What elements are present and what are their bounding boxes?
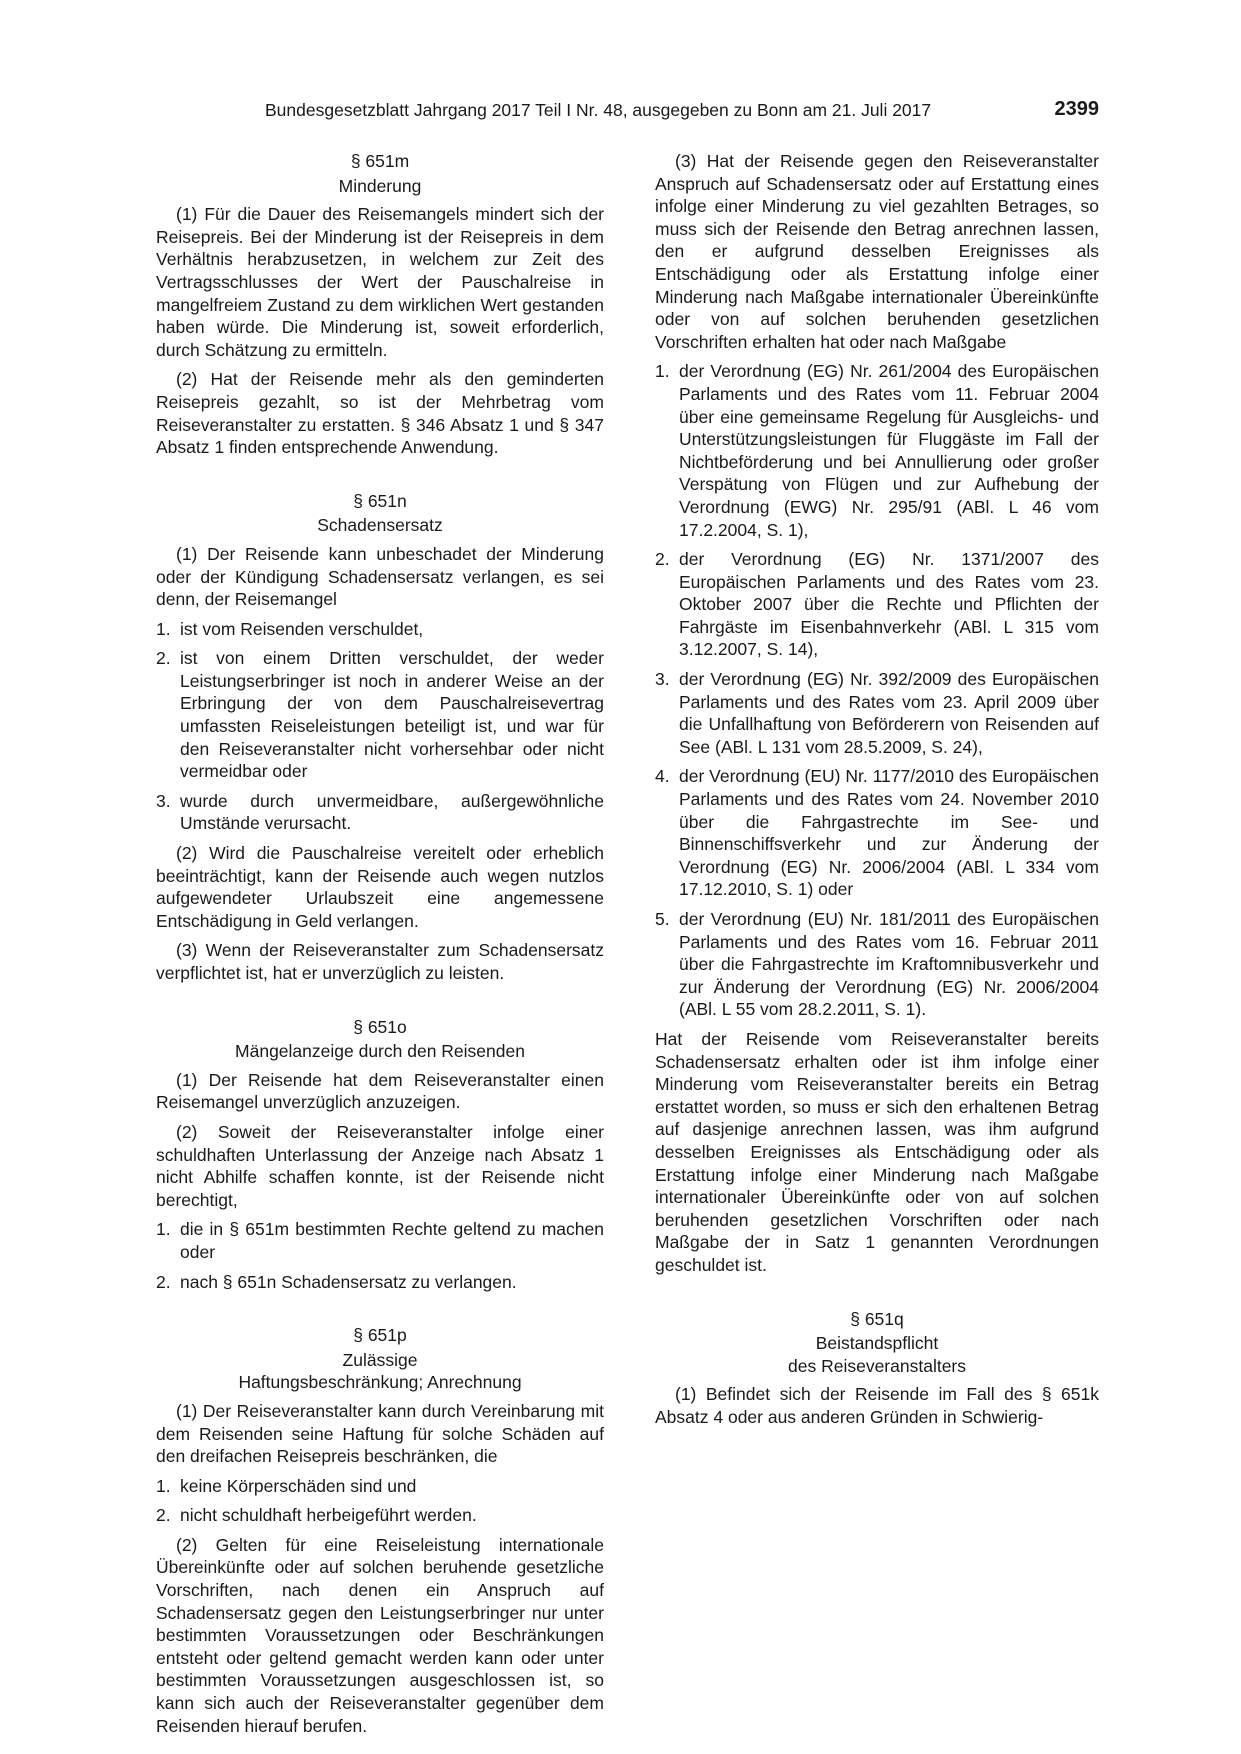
section-651o-number: § 651o bbox=[353, 1016, 407, 1037]
list-item-number: 3. bbox=[156, 790, 171, 811]
list-item bbox=[156, 1504, 604, 1527]
section-651o-list bbox=[156, 1218, 604, 1293]
section-651p-para-2: (2) Gelten für eine Reiseleistung internationale Übereinkünfte oder auf solchen beruhende gesetzliche Vorschriften, nach denen ein Anspruch auf Schadensersatz gegen den Leistungserbringer nur unter bestimmten Voraussetzungen oder Beschränkungen entsteht oder geltend gemacht werden kann oder unter bestimmten Voraussetzungen ausgeschlossen ist, so kann sich auch der Reiseveranstalter gegenüber dem Reisenden hierauf berufen. bbox=[156, 1534, 604, 1736]
section-651q-number: § 651q bbox=[850, 1308, 904, 1329]
list-item-text: keine Körperschäden sind und bbox=[180, 1475, 417, 1496]
list-item-number: 1. bbox=[156, 1219, 171, 1240]
list-item-text: der Verordnung (EU) Nr. 1177/2010 des Europäischen Parlaments und des Rates vom 24. November 2010 über die Fahrgastrechte im See- und Binnenschiffsverkehr und zur Änderung der Verordnung (EG) Nr. 2006/2004 (ABl. L 334 vom 17.12.2010, S. 1) oder bbox=[679, 766, 1099, 900]
section-651p-regulation-list bbox=[655, 360, 1099, 1021]
list-item bbox=[655, 668, 1099, 758]
list-item bbox=[655, 908, 1099, 1021]
section-651o-title: Mängelanzeige durch den Reisenden bbox=[235, 1041, 525, 1062]
section-651p-title-line-1: Zulässige bbox=[342, 1349, 418, 1370]
list-item-number: 2. bbox=[156, 1505, 171, 1526]
list-item-text: wurde durch unvermeidbare, außergewöhnliche Umstände verursacht. bbox=[180, 790, 604, 834]
section-651m-number: § 651m bbox=[350, 151, 410, 171]
section-651n-para-1: (1) Der Reisende kann unbeschadet der Minderung oder der Kündigung Schadensersatz verlangen, es sei denn, der Reisemangel bbox=[156, 543, 604, 610]
list-item-text: ist von einem Dritten verschuldet, der weder Leistungserbringer ist noch in anderer Weise an der Erbringung der von dem Pauschalreisevertrag umfassten Reiseleistungen beteiligt ist, und war für den Reiseveranstalter nicht vorhersehbar oder nicht vermeidbar oder bbox=[180, 648, 604, 782]
section-651p-para-3: (3) Hat der Reisende gegen den Reiseveranstalter Anspruch auf Schadensersatz oder auf Erstattung eines infolge einer Minderung zu viel gezahlten Betrages, so muss sich der Reisende den Betrag anrechnen lassen, den er aufgrund desselben Ereignisses als Entschädigung oder als Erstattung infolge einer Minderung nach Maßgabe internationaler Übereinkünfte oder von auf solchen beruhenden gesetzlichen Vorschriften erhalten hat oder nach Maßgabe bbox=[655, 151, 1099, 352]
list-item bbox=[655, 765, 1099, 901]
list-item bbox=[156, 790, 604, 835]
page-number: 2399 bbox=[1054, 98, 1099, 120]
list-item bbox=[655, 360, 1099, 541]
list-item-number: 3. bbox=[655, 669, 670, 690]
list-item-number: 1. bbox=[655, 361, 670, 382]
section-651n-list bbox=[156, 618, 604, 835]
section-651q-title-line-2: des Reiseveranstalters bbox=[788, 1355, 966, 1376]
list-item-text: nicht schuldhaft herbeigeführt werden. bbox=[180, 1505, 477, 1526]
list-item-text: die in § 651m bestimmten Rechte geltend zu machen oder bbox=[180, 1219, 604, 1262]
page-header bbox=[155, 100, 1099, 126]
header-text: Bundesgesetzblatt Jahrgang 2017 Teil I Nr. 48, ausgegeben zu Bonn am 21. Juli 2017 bbox=[265, 100, 932, 120]
section-651o-para-1: (1) Der Reisende hat dem Reiseveranstalter einen Reisemangel unverzüglich anzuzeigen. bbox=[156, 1069, 604, 1113]
section-651m-para-1: (1) Für die Dauer des Reisemangels mindert sich der Reisepreis. Bei der Minderung ist der Reisepreis in dem Verhältnis herabzusetzen, in welchem zur Zeit des Vertragsschlusses der Wert der Pauschalreise in mangelfreiem Zustand zu dem wirklichen Wert gestanden haben würde. Die Minderung ist, soweit erforderlich, durch Schätzung zu ermitteln. bbox=[156, 204, 604, 360]
list-item-number: 2. bbox=[156, 1271, 171, 1292]
list-item bbox=[156, 1475, 604, 1498]
list-item-number: 1. bbox=[156, 1475, 171, 1496]
section-651m-para-2: (2) Hat der Reisende mehr als den geminderten Reisepreis gezahlt, so ist der Mehrbetrag vom Reiseveranstalter zu erstatten. § 346 Absatz 1 und § 347 Absatz 1 finden entsprechende Anwendung. bbox=[156, 369, 604, 458]
list-item-text: der Verordnung (EU) Nr. 181/2011 des Europäischen Parlaments und des Rates vom 16. Februar 2011 über die Fahrgastrechte im Kraftomnibusverkehr und zur Änderung der Verordnung (EG) Nr. 2006/2004 (ABl. L 55 vom 28.2.2011, S. 1). bbox=[679, 909, 1099, 1020]
section-651n-para-3: (3) Wenn der Reiseveranstalter zum Schadensersatz verpflichtet ist, hat er unverzüglich zu leisten. bbox=[156, 940, 604, 983]
section-651p-para-4: Hat der Reisende vom Reiseveranstalter bereits Schadensersatz erhalten oder ist ihm infolge einer Minderung vom Reiseveranstalter bereits ein Betrag erstattet worden, so muss er sich den erhaltenen Betrag auf dasjenige anrechnen lassen, was ihm aufgrund desselben Ereignisses als Entschädigung oder als Erstattung infolge einer Minderung nach Maßgabe internationaler Übereinkünfte oder von auf solchen beruhenden gesetzlichen Vorschriften oder nach Maßgabe der in Satz 1 genannten Verordnungen geschuldet ist. bbox=[655, 1028, 1099, 1275]
section-651p-list-1 bbox=[156, 1475, 604, 1527]
list-item-number: 5. bbox=[655, 909, 670, 929]
list-item-number: 4. bbox=[655, 766, 670, 787]
left-column bbox=[156, 150, 604, 1744]
list-item-text: ist vom Reisenden verschuldet, bbox=[180, 618, 424, 639]
section-651p-title-line-2: Haftungsbeschränkung; Anrechnung bbox=[238, 1372, 522, 1393]
list-item-number: 2. bbox=[156, 648, 171, 669]
list-item bbox=[156, 647, 604, 783]
list-item-text: der Verordnung (EG) Nr. 392/2009 des Europäischen Parlaments und des Rates vom 23. April 2009 über die Unfallhaftung von Beförderern von Reisenden auf See (ABl. L 131 vom 28.5.2009, S. 24), bbox=[679, 669, 1099, 757]
section-651p-para-1: (1) Der Reiseveranstalter kann durch Vereinbarung mit dem Reisenden seine Haftung für solche Schäden auf den dreifachen Reisepreis beschränken, die bbox=[156, 1400, 604, 1467]
list-item-number: 1. bbox=[156, 618, 171, 639]
list-item bbox=[156, 1218, 604, 1263]
section-651m-title: Minderung bbox=[338, 175, 422, 196]
section-651q-para-1: (1) Befindet sich der Reisende im Fall des § 651k Absatz 4 oder aus anderen Gründen in Schwierig- bbox=[655, 1384, 1099, 1427]
right-column bbox=[655, 150, 1099, 1435]
list-item bbox=[655, 548, 1099, 661]
section-651n-para-2: (2) Wird die Pauschalreise vereitelt oder erheblich beeinträchtigt, kann der Reisende auch wegen nutzlos aufgewendeter Urlaubszeit eine angemessene Entschädigung in Geld verlangen. bbox=[156, 843, 604, 931]
list-item-number: 2. bbox=[655, 549, 670, 570]
section-651o-para-2: (2) Soweit der Reiseveranstalter infolge einer schuldhaften Unterlassung der Anzeige nach Absatz 1 nicht Abhilfe schaffen konnte, ist der Reisende nicht berechtigt, bbox=[156, 1121, 604, 1210]
section-651q-title-line-1: Beistandspflicht bbox=[815, 1333, 939, 1354]
section-651n-title: Schadensersatz bbox=[317, 515, 443, 536]
list-item-text: nach § 651n Schadensersatz zu verlangen. bbox=[180, 1271, 517, 1292]
list-item bbox=[156, 618, 604, 641]
section-651p-number: § 651p bbox=[353, 1325, 407, 1346]
list-item bbox=[156, 1271, 604, 1294]
list-item-text: der Verordnung (EG) Nr. 261/2004 des Europäischen Parlaments und des Rates vom 11. Februar 2004 über eine gemeinsame Regelung für Ausgleichs- und Unterstützungsleistungen für Fluggäste im Fall der Nichtbeförderung und bei Annullierung oder großer Verspätung von Flügen und zur Aufhebung der Verordnung (EWG) Nr. 295/91 (ABl. L 46 vom 17.2.2004, S. 1), bbox=[679, 361, 1099, 540]
list-item-text: der Verordnung (EG) Nr. 1371/2007 des Europäischen Parlaments und des Rates vom 23. Oktober 2007 über die Rechte und Pflichten der Fahrgäste im Eisenbahnverkehr (ABl. L 315 vom 3.12.2007, S. 14), bbox=[679, 549, 1099, 660]
section-651n-number: § 651n bbox=[353, 490, 407, 511]
